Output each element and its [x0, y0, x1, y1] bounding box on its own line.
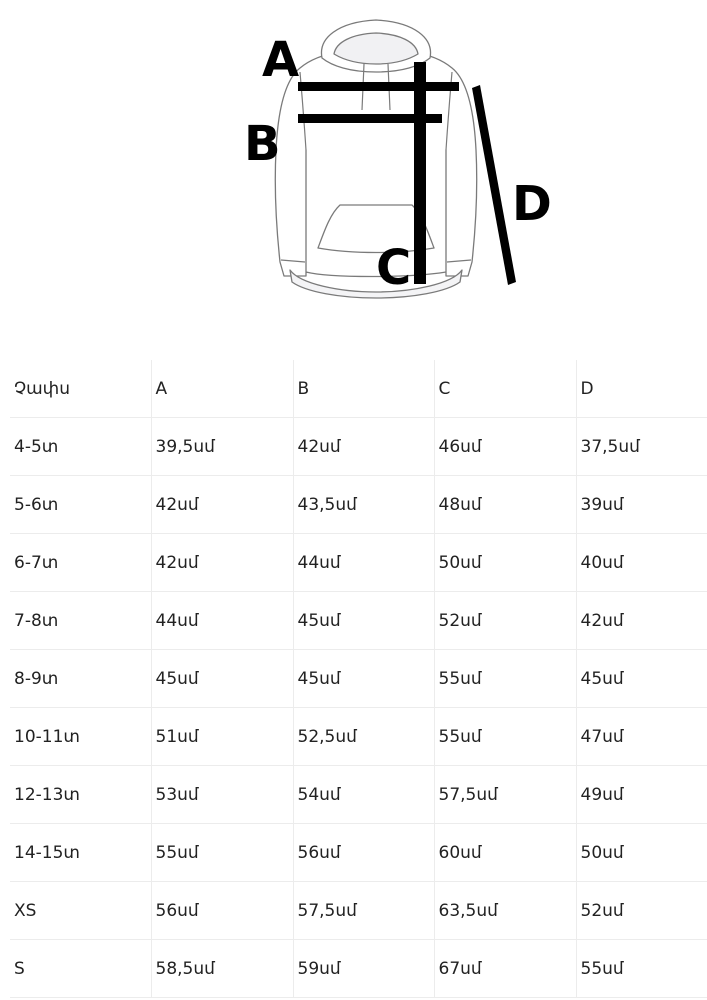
table-row	[10, 476, 707, 534]
size-cell: XS	[10, 882, 151, 940]
value-cell: 52սմ	[576, 882, 707, 940]
header-cell: B	[293, 360, 434, 418]
value-cell: 63,5սմ	[434, 882, 576, 940]
value-cell: 60սմ	[434, 824, 576, 882]
value-cell: 37,5սմ	[576, 418, 707, 476]
size-cell: 14-15տ	[10, 824, 151, 882]
value-cell: 67սմ	[434, 940, 576, 998]
value-cell: 42սմ	[151, 534, 293, 592]
size-cell: S	[10, 940, 151, 998]
size-cell: 8-9տ	[10, 650, 151, 708]
value-cell: 51սմ	[151, 708, 293, 766]
value-cell: 52սմ	[434, 592, 576, 650]
size-cell: 7-8տ	[10, 592, 151, 650]
value-cell: 53սմ	[151, 766, 293, 824]
label-a: A	[262, 32, 300, 88]
size-cell: 5-6տ	[10, 476, 151, 534]
value-cell: 50սմ	[434, 534, 576, 592]
value-cell: 45սմ	[293, 650, 434, 708]
value-cell: 57,5սմ	[434, 766, 576, 824]
header-cell: D	[576, 360, 707, 418]
table-row	[10, 766, 707, 824]
table-row	[10, 824, 707, 882]
value-cell: 47սմ	[576, 708, 707, 766]
value-cell: 52,5սմ	[293, 708, 434, 766]
size-cell: 4-5տ	[10, 418, 151, 476]
label-d: D	[512, 176, 552, 232]
value-cell: 54սմ	[293, 766, 434, 824]
value-cell: 58,5սմ	[151, 940, 293, 998]
value-cell: 42սմ	[293, 418, 434, 476]
size-cell: 12-13տ	[10, 766, 151, 824]
value-cell: 44սմ	[293, 534, 434, 592]
table-row	[10, 940, 707, 998]
table-row	[10, 882, 707, 940]
size-cell: 6-7տ	[10, 534, 151, 592]
value-cell: 56սմ	[151, 882, 293, 940]
value-cell: 49սմ	[576, 766, 707, 824]
table-row	[10, 534, 707, 592]
table-row	[10, 592, 707, 650]
hoodie-size-diagram	[0, 0, 707, 330]
value-cell: 55սմ	[434, 650, 576, 708]
hoodie-illustration	[0, 0, 707, 330]
value-cell: 55սմ	[434, 708, 576, 766]
value-cell: 50սմ	[576, 824, 707, 882]
value-cell: 39սմ	[576, 476, 707, 534]
value-cell: 44սմ	[151, 592, 293, 650]
table-row	[10, 650, 707, 708]
value-cell: 48սմ	[434, 476, 576, 534]
value-cell: 40սմ	[576, 534, 707, 592]
label-c: C	[376, 240, 412, 296]
header-cell: A	[151, 360, 293, 418]
label-b: B	[244, 116, 281, 172]
value-cell: 46սմ	[434, 418, 576, 476]
value-cell: 39,5սմ	[151, 418, 293, 476]
value-cell: 45սմ	[151, 650, 293, 708]
header-cell: C	[434, 360, 576, 418]
value-cell: 55սմ	[576, 940, 707, 998]
header-cell: Չափս	[10, 360, 151, 418]
value-cell: 45սմ	[293, 592, 434, 650]
size-chart-table	[10, 360, 707, 998]
table-row	[10, 708, 707, 766]
value-cell: 43,5սմ	[293, 476, 434, 534]
value-cell: 45սմ	[576, 650, 707, 708]
value-cell: 59սմ	[293, 940, 434, 998]
value-cell: 55սմ	[151, 824, 293, 882]
size-cell: 10-11տ	[10, 708, 151, 766]
value-cell: 42սմ	[576, 592, 707, 650]
table-header-row	[10, 360, 707, 418]
value-cell: 42սմ	[151, 476, 293, 534]
table-row	[10, 418, 707, 476]
value-cell: 56սմ	[293, 824, 434, 882]
value-cell: 57,5սմ	[293, 882, 434, 940]
